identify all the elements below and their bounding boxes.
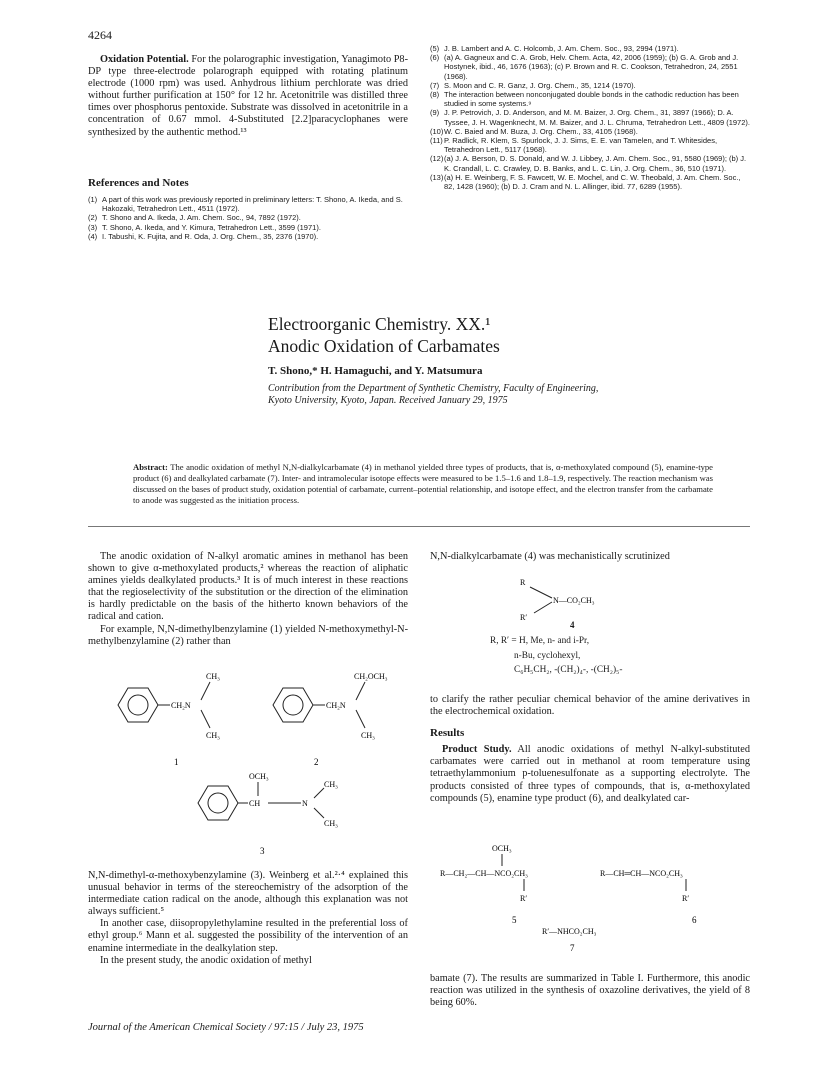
clarify-paragraph: to clarify the rather peculiar chemical behavior of the amine derivatives in the electrochemical oxidation. xyxy=(430,694,750,718)
page-number: 4264 xyxy=(88,28,112,42)
body-left-bottom xyxy=(88,870,408,967)
s4-r2-label: R′ xyxy=(520,613,528,622)
reference-item: (2) T. Shono and A. Ikeda, J. Am. Chem. Soc., 94, 7892 (1972). xyxy=(88,213,301,223)
intro-paragraph-3: N,N-dimethyl-α-methoxybenzylamine (3). Weinberg et al.²·⁴ explained this unusual behavior in terms of the stereochemistry of the adsorption of the intermediate cation radical on the anode, although this explanation was not always sufficient.⁵ xyxy=(88,870,408,918)
s7-formula-label: R′—NHCO₂CH₃ xyxy=(542,927,597,936)
s3-ch-label: CH xyxy=(249,799,261,808)
s6-number: 6 xyxy=(692,915,697,925)
authors: T. Shono,* H. Hamaguchi, and Y. Matsumura xyxy=(268,365,483,377)
carbamate-paragraph: N,N-dialkylcarbamate (4) was mechanistically scrutinized xyxy=(430,551,670,562)
reference-item: (7) S. Moon and C. R. Ganz, J. Org. Chem., 35, 1214 (1970). xyxy=(430,80,636,90)
s2-number: 2 xyxy=(314,757,319,767)
s3-bottom-label: CH₃ xyxy=(324,819,338,828)
product-study-heading: Product Study. xyxy=(442,744,512,756)
s7-number: 7 xyxy=(570,943,575,953)
reference-item: (8) The interaction between nonconjugated double bonds in the cathodic reduction has been studied in some systems.⁹ xyxy=(430,90,739,109)
reference-item: (10) W. C. Baied and M. Buza, J. Org. Chem., 33, 4105 (1968). xyxy=(430,126,638,136)
s1-ch2n-label: CH₂N xyxy=(171,701,191,710)
references-heading: References and Notes xyxy=(88,177,189,189)
s3-top-label: CH₃ xyxy=(324,780,338,789)
abstract xyxy=(133,462,713,506)
title-line-2: Anodic Oxidation of Carbamates xyxy=(268,336,500,356)
s2-top-label: CH₂OCH₃ xyxy=(354,672,388,681)
reference-item: (4) I. Tabushi, K. Fujita, and R. Oda, J. Org. Chem., 35, 2376 (1970). xyxy=(88,231,319,241)
s4-ngroup-label: N—CO₂CH₃ xyxy=(553,596,595,605)
structures-1-2-3 xyxy=(88,660,413,865)
s6-chain-label: R—CH═CH—NCO₂CH₃ xyxy=(600,869,683,878)
substituent-list: R, R′ = H, Me, n- and i-Pr, n-Bu, cyclohexyl, C₆H₅CH₂, -(CH₂)₄-, -(CH₂)₅- xyxy=(490,636,623,675)
s3-number: 3 xyxy=(260,846,265,856)
intro-paragraph-2: For example, N,N-dimethylbenzylamine (1) yielded N-methoxymethyl-N-methylbenzylamine (2) rather than xyxy=(88,623,408,647)
intro-paragraph-1: The anodic oxidation of N-alkyl aromatic amines in methanol has been shown to give α-methoxylated products,² whereas the reaction of aliphatic amines yields dealkylated products.³ It is of much interest in these reactions that the regioselectivity of the substitution or the direction of the elimination is hardly predictable on the basis of the hitherto known behaviors of the radical and cation. xyxy=(88,551,408,623)
s5-och3-label: OCH₃ xyxy=(492,844,512,853)
intro-paragraph-5: In the present study, the anodic oxidation of methyl xyxy=(100,954,312,966)
structure-4 xyxy=(500,568,660,630)
reference-item: (11) P. Radlick, R. Klem, S. Spurlock, J. J. Sims, E. E. van Tamelen, and T. Whitesides, Tetrahedron Lett., 5117 (1968). xyxy=(430,136,718,155)
abstract-text: The anodic oxidation of methyl N,N-dialkylcarbamate (4) in methanol yielded three types of products, that is, α-methoxylated compound (5), enamine-type product (6) and dealkylated carbamate (7). Inter- and intramolecular isotope effects were measured to be 1.5–1.6 and 1.8–1.9, respectively. The reaction mechanism was discussed on the bases of product study, oxidation potential of carbamate, current–potential relationship, and isotope effect, and the electron transfer from the carbamate to anode was suggested as the initiation process. xyxy=(133,462,713,505)
s4-r-label: R xyxy=(520,578,526,587)
reference-item: (12) (a) J. A. Berson, D. S. Donald, and W. J. Libbey, J. Am. Chem. Soc., 91, 5580 (1969); (b) J. K. Crandall, L. C. Crawley, D. B. Banks, and L. C. Lin, J. Org. Chem., 36, 510 (1971). xyxy=(430,154,747,173)
s1-top-label: CH₃ xyxy=(206,672,220,681)
section-divider xyxy=(88,526,750,527)
s2-bottom-label: CH₃ xyxy=(361,731,375,740)
reference-item: (9) J. P. Petrovich, J. D. Anderson, and M. M. Baizer, J. Org. Chem., 31, 3897 (1966); D. A. Tyssee, J. H. Wagenknecht, M. M. Baizer, and J. L. Chruma, Tetrahedron Lett., 4809 (1972). xyxy=(430,108,750,127)
oxidation-potential-text: For the polarographic investigation, Yanagimoto P8-DP type three-electrode polarograph equipped with rotating platinum electrode (1000 rpm) was used. Anhydrous lithium perchlorate was dried without further purification at 150° for 12 hr. Acetonitrile was distilled three times over phosphorus pentoxide. Substrate was dissolved in acetonitrile in a concentration of 0.67 mmol. 4-Substituted [2.2]paracyclophanes were synthesized by the authentic method.¹³ xyxy=(88,54,409,138)
results-continued-paragraph: bamate (7). The results are summarized in Table I. Furthermore, this anodic reaction was utilized in the synthesis of oxazoline derivatives, the yield of 8 being 60%. xyxy=(430,973,750,1009)
structures-5-6-7 xyxy=(430,835,755,965)
body-right-middle xyxy=(430,694,750,805)
body-right-top xyxy=(430,551,750,563)
s4-number: 4 xyxy=(570,620,575,630)
body-right-bottom xyxy=(430,973,750,1009)
reference-item: (13) (a) H. E. Weinberg, F. S. Fawcett, W. E. Mochel, and C. W. Theobald, J. Am. Chem. Soc., 82, 1428 (1960); (b) D. J. Cram and N. L. Allinger, ibid. 77, 6289 (1955). xyxy=(430,172,741,192)
references-left xyxy=(88,195,408,241)
s6-r2-label: R′ xyxy=(682,894,690,903)
s2-ch2n-label: CH₂N xyxy=(326,701,346,710)
body-left-top xyxy=(88,551,408,648)
s1-number: 1 xyxy=(174,757,179,767)
s5-number: 5 xyxy=(512,915,517,925)
abstract-label: Abstract: xyxy=(133,462,168,472)
article-title xyxy=(268,313,500,357)
title-line-1: Electroorganic Chemistry. XX.¹ xyxy=(268,314,491,334)
journal-footer: Journal of the American Chemical Society / 97:15 / July 23, 1975 xyxy=(88,1022,364,1033)
s5-r2-label: R′ xyxy=(520,894,528,903)
reference-item: (6) (a) A. Gagneux and C. A. Grob, Helv. Chem. Acta, 42, 2006 (1959); (b) G. A. Grob and J. Hostynek, ibid., 46, 1676 (1963); (c) P. Brown and R. C. Cookson, Tetrahedron, 24, 2551 (1968). xyxy=(430,53,739,81)
s3-och3-label: OCH₃ xyxy=(249,772,269,781)
experimental-paragraph xyxy=(88,54,408,139)
reference-item: (1) A part of this work was previously reported in preliminary letters: T. Shono, A. Ikeda, and S. Hakozaki, Tetrahedron Lett., 4511 (1972). xyxy=(88,195,403,214)
s5-chain-label: R—CH₂—CH—NCO₂CH₃ xyxy=(440,869,528,878)
s3-n-label: N xyxy=(302,799,308,808)
affiliation: Contribution from the Department of Synthetic Chemistry, Faculty of Engineering, Kyoto University, Kyoto, Japan. Received January 29, 1975 xyxy=(268,383,599,406)
results-heading: Results xyxy=(430,727,465,740)
product-study-text: All anodic oxidations of methyl N-alkyl-substituted carbamates were carried out in methanol at room temperature using tetraethylammonium p-toluenesulfonate as a supporting electrolyte. The products consisted of three types of compounds, that is, α-methoxylated compounds (5), enamine type product (6), and dealkylated car- xyxy=(430,744,750,804)
s1-bottom-label: CH₃ xyxy=(206,731,220,740)
oxidation-potential-heading: Oxidation Potential. xyxy=(100,54,189,65)
intro-paragraph-4: In another case, diisopropylethylamine resulted in the preferential loss of ethyl group.⁶ Mann et al. suggested the possibility of the intervention of an enamine intermediate in the dealkylation step. xyxy=(88,918,408,954)
reference-item: (3) T. Shono, A. Ikeda, and Y. Kimura, Tetrahedron Lett., 3599 (1971). xyxy=(88,222,321,232)
reference-item: (5) J. B. Lambert and A. C. Holcomb, J. Am. Chem. Soc., 93, 2994 (1971). xyxy=(430,44,679,53)
references-right xyxy=(430,44,752,191)
